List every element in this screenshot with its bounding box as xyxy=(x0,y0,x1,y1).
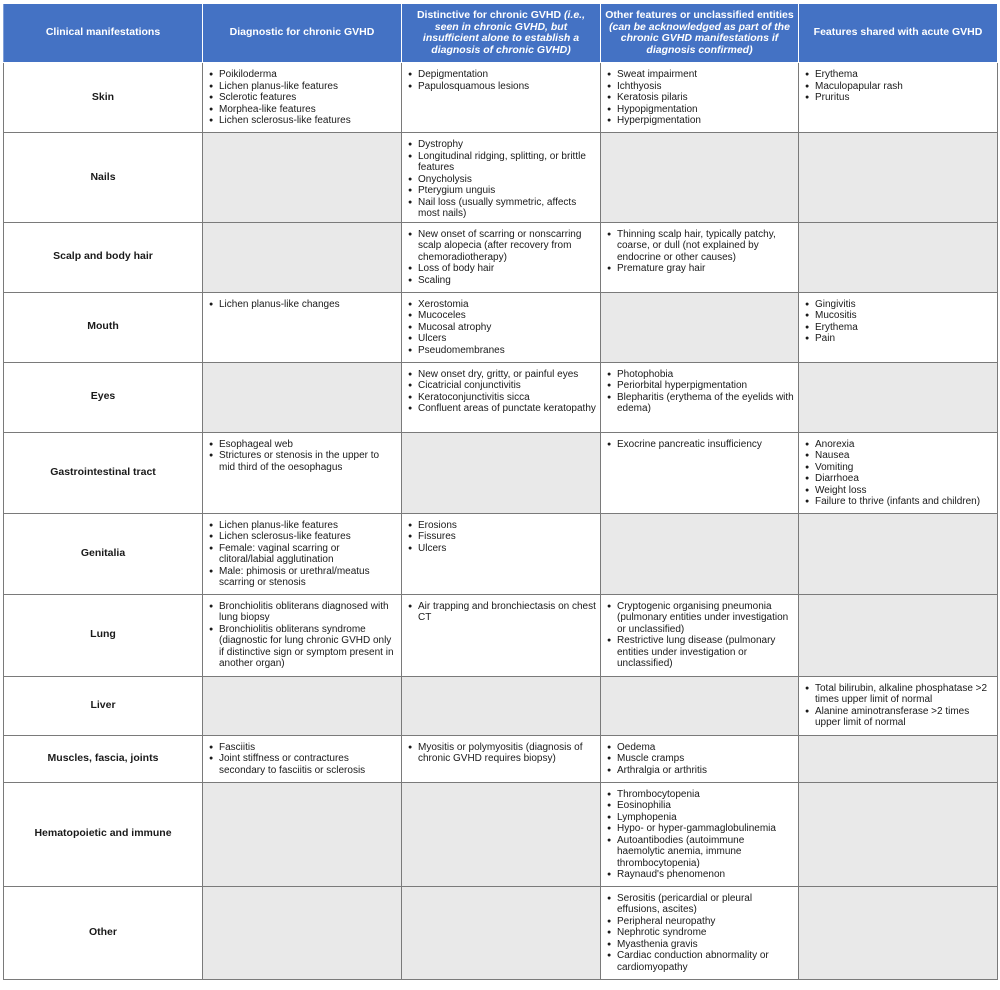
cell-shared xyxy=(799,782,998,886)
cell-other xyxy=(601,63,799,133)
table-row xyxy=(4,432,998,513)
cell-other xyxy=(601,594,799,676)
list-item: ● Photophobia xyxy=(607,369,794,381)
bullet-list xyxy=(408,742,596,765)
cell-other xyxy=(601,292,799,362)
cell-distinctive xyxy=(402,513,601,594)
header-label: Features shared with acute GVHD xyxy=(813,26,983,39)
list-item: ● Exocrine pancreatic insufficiency xyxy=(607,439,794,451)
row-heading: Liver xyxy=(4,676,203,735)
cell-diagnostic xyxy=(203,676,402,735)
list-item: ● Longitudinal ridging, splitting, or brittle features xyxy=(408,151,596,174)
list-item: ● Hyperpigmentation xyxy=(607,115,794,127)
list-item: ● Diarrhoea xyxy=(805,473,993,485)
cell-other xyxy=(601,222,799,292)
list-item: ● Bronchiolitis obliterans syndrome (diagnostic for lung chronic GVHD only if distinctive sign or symptom present in another organ) xyxy=(209,624,397,670)
gvhd-manifestations-table xyxy=(3,3,998,980)
row-heading: Skin xyxy=(4,63,203,133)
list-item: ● Hypopigmentation xyxy=(607,104,794,116)
cell-diagnostic xyxy=(203,594,402,676)
list-item: ● Weight loss xyxy=(805,485,993,497)
list-item: ● Autoantibodies (autoimmune haemolytic anemia, immune thrombocytopenia) xyxy=(607,835,794,870)
list-item: ● Mucositis xyxy=(805,310,993,322)
bullet-list xyxy=(607,601,794,670)
list-item: ● Cardiac conduction abnormality or cardiomyopathy xyxy=(607,950,794,973)
list-item: ● Eosinophilia xyxy=(607,800,794,812)
list-item: ● Lichen planus-like changes xyxy=(209,299,397,311)
list-item: ● Mucoceles xyxy=(408,310,596,322)
cell-diagnostic xyxy=(203,782,402,886)
bullet-list xyxy=(209,742,397,777)
table-row xyxy=(4,362,998,432)
list-item: ● Blepharitis (erythema of the eyelids with edema) xyxy=(607,392,794,415)
row-heading: Hematopoietic and immune xyxy=(4,782,203,886)
cell-distinctive xyxy=(402,133,601,223)
table-row xyxy=(4,133,998,223)
table-row xyxy=(4,886,998,979)
list-item: ● Pseudomembranes xyxy=(408,345,596,357)
cell-diagnostic xyxy=(203,886,402,979)
list-item: ● Erythema xyxy=(805,69,993,81)
list-item: ● Thrombocytopenia xyxy=(607,789,794,801)
list-item: ● Fasciitis xyxy=(209,742,397,754)
list-item: ● Nephrotic syndrome xyxy=(607,927,794,939)
bullet-list xyxy=(408,601,596,624)
cell-distinctive xyxy=(402,432,601,513)
list-item: ● Pain xyxy=(805,333,993,345)
header-diagnostic xyxy=(203,4,402,63)
cell-other xyxy=(601,886,799,979)
list-item: ● Arthralgia or arthritis xyxy=(607,765,794,777)
list-item: ● Myasthenia gravis xyxy=(607,939,794,951)
header-label: Diagnostic for chronic GVHD xyxy=(229,26,375,39)
bullet-list xyxy=(607,439,794,451)
list-item: ● Peripheral neuropathy xyxy=(607,916,794,928)
table-row xyxy=(4,63,998,133)
list-item: ● Ulcers xyxy=(408,333,596,345)
cell-other xyxy=(601,513,799,594)
list-item: ● Lichen planus-like features xyxy=(209,520,397,532)
cell-other xyxy=(601,735,799,782)
list-item: ● Serositis (pericardial or pleural effusions, ascites) xyxy=(607,893,794,916)
cell-other xyxy=(601,782,799,886)
list-item: ● Anorexia xyxy=(805,439,993,451)
cell-distinctive xyxy=(402,782,601,886)
header-other-features xyxy=(601,4,799,63)
bullet-list xyxy=(209,439,397,474)
list-item: ● Fissures xyxy=(408,531,596,543)
header-label: Other features or unclassified entities xyxy=(605,9,794,21)
list-item: ● Pterygium unguis xyxy=(408,185,596,197)
table-row xyxy=(4,594,998,676)
list-item: ● New onset dry, gritty, or painful eyes xyxy=(408,369,596,381)
cell-shared xyxy=(799,133,998,223)
bullet-list xyxy=(607,789,794,881)
list-item: ● Gingivitis xyxy=(805,299,993,311)
cell-distinctive xyxy=(402,222,601,292)
list-item: ● New onset of scarring or nonscarring scalp alopecia (after recovery from chemoradiotherapy) xyxy=(408,229,596,264)
table-body xyxy=(4,63,998,980)
cell-distinctive xyxy=(402,63,601,133)
bullet-list xyxy=(805,683,993,729)
row-heading: Scalp and body hair xyxy=(4,222,203,292)
list-item: ● Scaling xyxy=(408,275,596,287)
list-item: ● Alanine aminotransferase >2 times upper limit of normal xyxy=(805,706,993,729)
bullet-list xyxy=(408,69,596,92)
cell-shared xyxy=(799,676,998,735)
list-item: ● Male: phimosis or urethral/meatus scarring or stenosis xyxy=(209,566,397,589)
list-item: ● Onycholysis xyxy=(408,174,596,186)
list-item: ● Mucosal atrophy xyxy=(408,322,596,334)
table-row xyxy=(4,222,998,292)
table-row xyxy=(4,513,998,594)
row-heading: Gastrointestinal tract xyxy=(4,432,203,513)
list-item: ● Oedema xyxy=(607,742,794,754)
header-row xyxy=(4,4,998,63)
bullet-list xyxy=(209,299,397,311)
row-heading: Other xyxy=(4,886,203,979)
row-heading: Eyes xyxy=(4,362,203,432)
list-item: ● Joint stiffness or contractures secondary to fasciitis or sclerosis xyxy=(209,753,397,776)
list-item: ● Maculopapular rash xyxy=(805,81,993,93)
header-label: Clinical manifestations xyxy=(45,26,161,39)
cell-distinctive xyxy=(402,886,601,979)
cell-diagnostic xyxy=(203,222,402,292)
list-item: ● Raynaud's phenomenon xyxy=(607,869,794,881)
cell-distinctive xyxy=(402,292,601,362)
list-item: ● Keratosis pilaris xyxy=(607,92,794,104)
header-sublabel: (can be acknowledged as part of the chronic GVHD manifestations if diagnosis confirmed) xyxy=(609,20,790,56)
bullet-list xyxy=(607,742,794,777)
list-item: ● Nausea xyxy=(805,450,993,462)
list-item: ● Muscle cramps xyxy=(607,753,794,765)
row-heading: Nails xyxy=(4,133,203,223)
table-row xyxy=(4,292,998,362)
cell-shared xyxy=(799,735,998,782)
bullet-list xyxy=(805,69,993,104)
list-item: ● Sweat impairment xyxy=(607,69,794,81)
bullet-list xyxy=(408,520,596,555)
list-item: ● Premature gray hair xyxy=(607,263,794,275)
list-item: ● Erythema xyxy=(805,322,993,334)
cell-shared xyxy=(799,886,998,979)
header-shared-acute xyxy=(799,4,998,63)
table-row xyxy=(4,735,998,782)
list-item: ● Cryptogenic organising pneumonia (pulmonary entities under investigation or unclassified) xyxy=(607,601,794,636)
bullet-list xyxy=(408,229,596,287)
cell-diagnostic xyxy=(203,513,402,594)
list-item: ● Lichen sclerosus-like features xyxy=(209,115,397,127)
list-item: ● Total bilirubin, alkaline phosphatase >2 times upper limit of normal xyxy=(805,683,993,706)
row-heading: Lung xyxy=(4,594,203,676)
list-item: ● Loss of body hair xyxy=(408,263,596,275)
cell-distinctive xyxy=(402,594,601,676)
cell-shared xyxy=(799,362,998,432)
cell-diagnostic xyxy=(203,292,402,362)
list-item: ● Cicatricial conjunctivitis xyxy=(408,380,596,392)
list-item: ● Erosions xyxy=(408,520,596,532)
bullet-list xyxy=(209,520,397,589)
bullet-list xyxy=(805,299,993,345)
list-item: ● Thinning scalp hair, typically patchy, coarse, or dull (not explained by endocrine or other causes) xyxy=(607,229,794,264)
list-item: ● Lymphopenia xyxy=(607,812,794,824)
cell-diagnostic xyxy=(203,133,402,223)
row-heading: Muscles, fascia, joints xyxy=(4,735,203,782)
list-item: ● Vomiting xyxy=(805,462,993,474)
cell-diagnostic xyxy=(203,432,402,513)
list-item: ● Air trapping and bronchiectasis on chest CT xyxy=(408,601,596,624)
cell-shared xyxy=(799,292,998,362)
list-item: ● Failure to thrive (infants and children) xyxy=(805,496,993,508)
list-item: ● Depigmentation xyxy=(408,69,596,81)
cell-shared xyxy=(799,594,998,676)
cell-diagnostic xyxy=(203,63,402,133)
list-item: ● Keratoconjunctivitis sicca xyxy=(408,392,596,404)
header-clinical-manifestations xyxy=(4,4,203,63)
bullet-list xyxy=(607,893,794,974)
cell-diagnostic xyxy=(203,362,402,432)
table-row xyxy=(4,782,998,886)
header-label: Distinctive for chronic GVHD xyxy=(416,9,562,21)
list-item: ● Restrictive lung disease (pulmonary entities under investigation or unclassified) xyxy=(607,635,794,670)
list-item: ● Myositis or polymyositis (diagnosis of chronic GVHD requires biopsy) xyxy=(408,742,596,765)
bullet-list xyxy=(805,439,993,508)
list-item: ● Confluent areas of punctate keratopathy xyxy=(408,403,596,415)
list-item: ● Female: vaginal scarring or clitoral/labial agglutination xyxy=(209,543,397,566)
list-item: ● Dystrophy xyxy=(408,139,596,151)
bullet-list xyxy=(209,601,397,670)
cell-diagnostic xyxy=(203,735,402,782)
list-item: ● Esophageal web xyxy=(209,439,397,451)
table-row xyxy=(4,676,998,735)
bullet-list xyxy=(607,369,794,415)
cell-other xyxy=(601,432,799,513)
bullet-list xyxy=(408,139,596,220)
bullet-list xyxy=(408,299,596,357)
list-item: ● Poikiloderma xyxy=(209,69,397,81)
cell-shared xyxy=(799,222,998,292)
cell-shared xyxy=(799,513,998,594)
cell-shared xyxy=(799,63,998,133)
header-sublabel: (i.e., seen in chronic GVHD, but insufficient alone to establish a diagnosis of chronic GVHD) xyxy=(422,9,586,56)
list-item: ● Morphea-like features xyxy=(209,104,397,116)
list-item: ● Periorbital hyperpigmentation xyxy=(607,380,794,392)
bullet-list xyxy=(408,369,596,415)
list-item: ● Pruritus xyxy=(805,92,993,104)
row-heading: Genitalia xyxy=(4,513,203,594)
list-item: ● Ulcers xyxy=(408,543,596,555)
cell-other xyxy=(601,676,799,735)
row-heading: Mouth xyxy=(4,292,203,362)
cell-distinctive xyxy=(402,362,601,432)
bullet-list xyxy=(607,229,794,275)
cell-shared xyxy=(799,432,998,513)
list-item: ● Nail loss (usually symmetric, affects most nails) xyxy=(408,197,596,220)
list-item: ● Ichthyosis xyxy=(607,81,794,93)
cell-other xyxy=(601,362,799,432)
cell-distinctive xyxy=(402,735,601,782)
list-item: ● Papulosquamous lesions xyxy=(408,81,596,93)
cell-distinctive xyxy=(402,676,601,735)
header-distinctive xyxy=(402,4,601,63)
list-item: ● Xerostomia xyxy=(408,299,596,311)
list-item: ● Sclerotic features xyxy=(209,92,397,104)
cell-other xyxy=(601,133,799,223)
list-item: ● Strictures or stenosis in the upper to mid third of the oesophagus xyxy=(209,450,397,473)
bullet-list xyxy=(209,69,397,127)
bullet-list xyxy=(607,69,794,127)
list-item: ● Hypo- or hyper-gammaglobulinemia xyxy=(607,823,794,835)
list-item: ● Lichen sclerosus-like features xyxy=(209,531,397,543)
list-item: ● Bronchiolitis obliterans diagnosed with lung biopsy xyxy=(209,601,397,624)
list-item: ● Lichen planus-like features xyxy=(209,81,397,93)
